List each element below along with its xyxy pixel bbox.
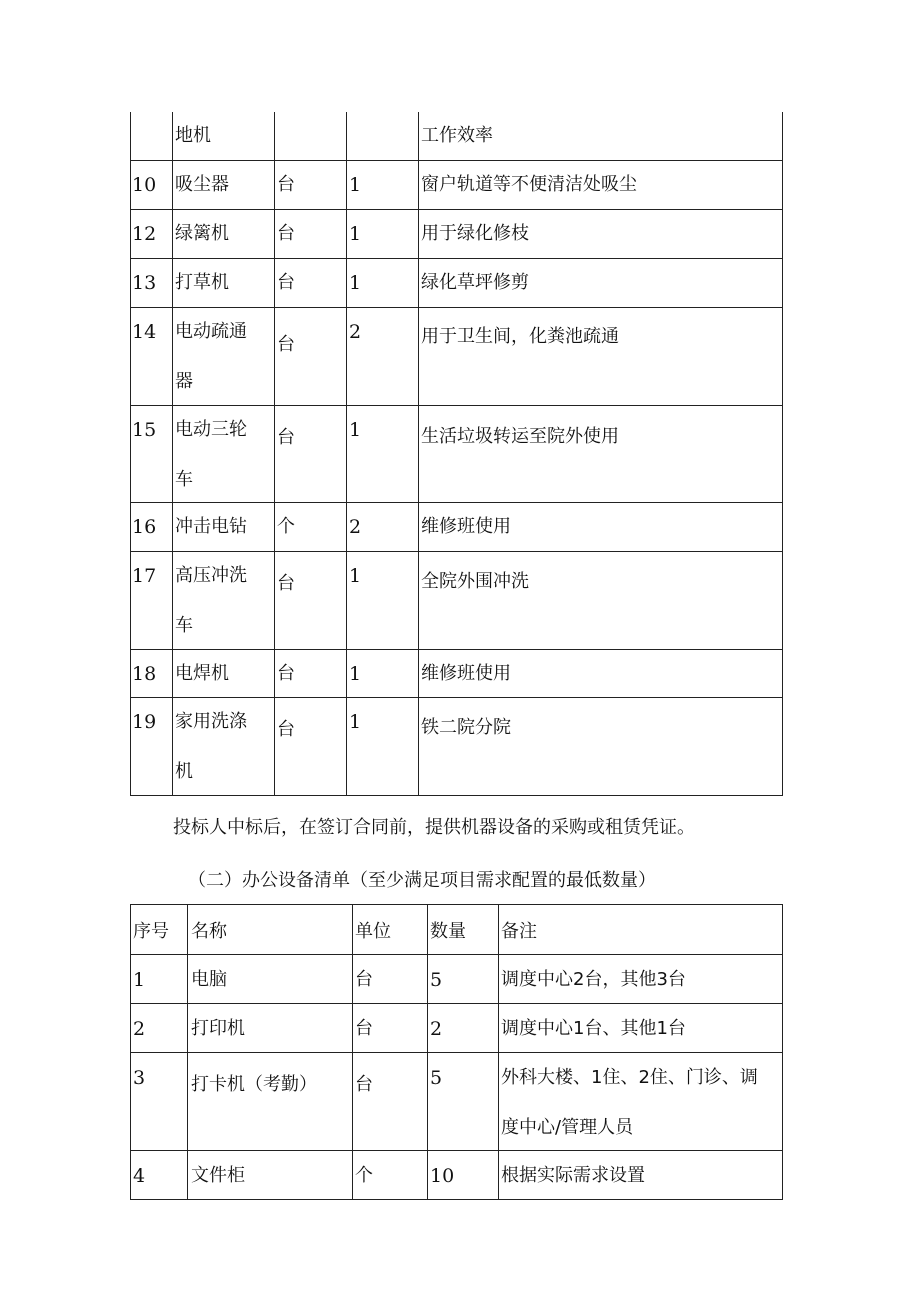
cell-unit: 台 bbox=[275, 405, 347, 502]
cell-note: 窗户轨道等不便清洁处吸尘 bbox=[419, 160, 783, 209]
header-name: 名称 bbox=[188, 905, 353, 955]
cell-unit: 台 bbox=[275, 307, 347, 405]
cell-no: 2 bbox=[131, 1004, 188, 1053]
cell-qty: 2 bbox=[347, 502, 419, 551]
cell-name: 电脑 bbox=[188, 955, 353, 1004]
cell-note: 维修班使用 bbox=[419, 502, 783, 551]
cell-no: 3 bbox=[131, 1053, 188, 1151]
cell-qty: 1 bbox=[347, 551, 419, 649]
cell-no: 15 bbox=[131, 405, 173, 502]
cell-name bbox=[173, 697, 275, 795]
cell-unit: 台 bbox=[275, 209, 347, 258]
cell-no: 4 bbox=[131, 1151, 188, 1200]
cell-name bbox=[173, 551, 275, 649]
table-row bbox=[131, 649, 783, 697]
table-row bbox=[131, 112, 783, 160]
cell-no: 10 bbox=[131, 160, 173, 209]
cell-note: 用于绿化修枝 bbox=[419, 209, 783, 258]
cell-name bbox=[173, 405, 275, 502]
header-note: 备注 bbox=[499, 905, 783, 955]
cell-note bbox=[499, 1053, 783, 1151]
cell-qty: 5 bbox=[428, 955, 499, 1004]
table-row bbox=[131, 258, 783, 307]
equipment-table-continued bbox=[130, 112, 783, 796]
cell-qty: 2 bbox=[347, 307, 419, 405]
cell-name: 电焊机 bbox=[173, 649, 275, 697]
cell-qty: 10 bbox=[428, 1151, 499, 1200]
cell-unit: 台 bbox=[275, 697, 347, 795]
header-no: 序号 bbox=[131, 905, 188, 955]
cell-note: 维修班使用 bbox=[419, 649, 783, 697]
cell-qty: 1 bbox=[347, 160, 419, 209]
cell-qty: 1 bbox=[347, 697, 419, 795]
table-row bbox=[131, 1053, 783, 1151]
cell-qty bbox=[347, 112, 419, 160]
cell-unit: 台 bbox=[275, 551, 347, 649]
cell-note: 用于卫生间，化粪池疏通 bbox=[419, 307, 783, 405]
cell-unit: 台 bbox=[353, 1004, 428, 1053]
cell-note-line1: 外科大楼、1住、2住、门诊、调 bbox=[501, 1067, 758, 1088]
cell-note: 铁二院分院 bbox=[419, 697, 783, 795]
cell-no: 19 bbox=[131, 697, 173, 795]
cell-unit: 台 bbox=[275, 649, 347, 697]
cell-no: 14 bbox=[131, 307, 173, 405]
cell-name: 绿篱机 bbox=[173, 209, 275, 258]
cell-name: 文件柜 bbox=[188, 1151, 353, 1200]
cell-name-line2: 器 bbox=[175, 370, 193, 392]
cell-note: 调度中心2台，其他3台 bbox=[499, 955, 783, 1004]
cell-name: 打印机 bbox=[188, 1004, 353, 1053]
cell-name: 打卡机（考勤） bbox=[188, 1053, 353, 1151]
header-unit: 单位 bbox=[353, 905, 428, 955]
cell-name: 地机 bbox=[173, 112, 275, 160]
table-row bbox=[131, 502, 783, 551]
cell-name-line2: 车 bbox=[175, 614, 193, 636]
cell-unit: 台 bbox=[275, 258, 347, 307]
cell-qty: 1 bbox=[347, 209, 419, 258]
table-row bbox=[131, 955, 783, 1004]
cell-name: 冲击电钻 bbox=[173, 502, 275, 551]
cell-qty: 1 bbox=[347, 258, 419, 307]
cell-note: 调度中心1台、其他1台 bbox=[499, 1004, 783, 1053]
cell-note: 根据实际需求设置 bbox=[499, 1151, 783, 1200]
table-row bbox=[131, 160, 783, 209]
cell-qty: 1 bbox=[347, 649, 419, 697]
table-row bbox=[131, 209, 783, 258]
cell-no: 18 bbox=[131, 649, 173, 697]
table-row bbox=[131, 307, 783, 405]
cell-name: 打草机 bbox=[173, 258, 275, 307]
section-title: （二）办公设备清单（至少满足项目需求配置的最低数量） bbox=[188, 870, 656, 891]
cell-name: 吸尘器 bbox=[173, 160, 275, 209]
cell-unit bbox=[275, 112, 347, 160]
cell-qty: 1 bbox=[347, 405, 419, 502]
cell-unit: 个 bbox=[275, 502, 347, 551]
cell-name-line1: 高压冲洗 bbox=[175, 564, 247, 586]
cell-qty: 2 bbox=[428, 1004, 499, 1053]
cell-note: 绿化草坪修剪 bbox=[419, 258, 783, 307]
cell-name bbox=[173, 307, 275, 405]
header-qty: 数量 bbox=[428, 905, 499, 955]
cell-name-line1: 家用洗涤 bbox=[175, 710, 247, 732]
cell-note: 全院外围冲洗 bbox=[419, 551, 783, 649]
cell-name-line2: 车 bbox=[175, 468, 193, 490]
cell-no: 13 bbox=[131, 258, 173, 307]
cell-no bbox=[131, 112, 173, 160]
cell-name-line1: 电动三轮 bbox=[175, 418, 247, 440]
cell-qty: 5 bbox=[428, 1053, 499, 1151]
table-row bbox=[131, 551, 783, 649]
cell-name-line2: 机 bbox=[175, 760, 193, 782]
cell-no: 17 bbox=[131, 551, 173, 649]
cell-note: 生活垃圾转运至院外使用 bbox=[419, 405, 783, 502]
cell-unit: 台 bbox=[275, 160, 347, 209]
table-row bbox=[131, 1151, 783, 1200]
cell-unit: 个 bbox=[353, 1151, 428, 1200]
cell-note-line2: 度中心/管理人员 bbox=[501, 1117, 634, 1138]
cell-no: 16 bbox=[131, 502, 173, 551]
table-row bbox=[131, 697, 783, 795]
procurement-note: 投标人中标后，在签订合同前，提供机器设备的采购或租赁凭证。 bbox=[173, 817, 695, 838]
office-equipment-table bbox=[130, 904, 783, 1200]
table-row bbox=[131, 405, 783, 502]
cell-unit: 台 bbox=[353, 955, 428, 1004]
table-header-row bbox=[131, 905, 783, 955]
cell-no: 12 bbox=[131, 209, 173, 258]
cell-unit: 台 bbox=[353, 1053, 428, 1151]
cell-name-line1: 电动疏通 bbox=[175, 320, 247, 342]
cell-no: 1 bbox=[131, 955, 188, 1004]
table-row bbox=[131, 1004, 783, 1053]
cell-note: 工作效率 bbox=[419, 112, 783, 160]
